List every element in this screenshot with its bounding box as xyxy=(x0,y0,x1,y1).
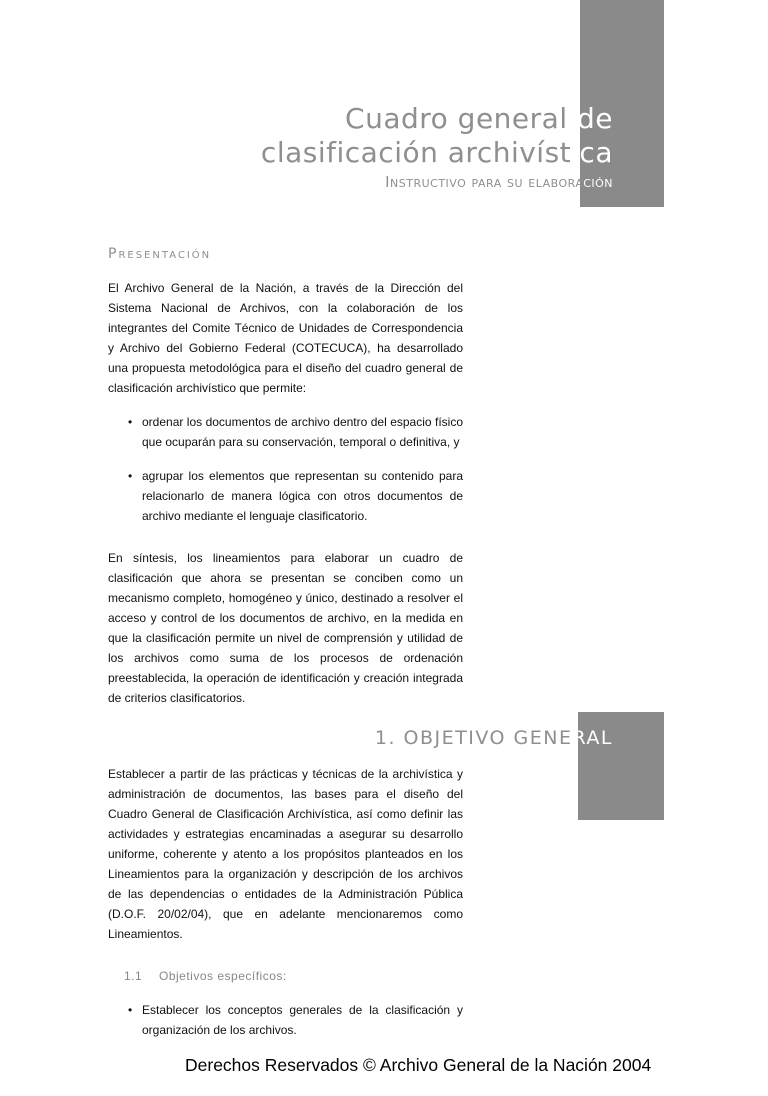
section-heading-objetivo-general xyxy=(375,726,613,750)
bullet-icon: • xyxy=(128,469,133,483)
subsection-number: 1.1 xyxy=(124,969,143,983)
heading-text-highlight: RAL xyxy=(572,727,613,749)
list-item xyxy=(128,412,463,452)
title-text-highlight: ica xyxy=(571,136,613,169)
title-text: Cuadro general xyxy=(345,102,577,135)
list-item-text: Establecer los conceptos generales de la clasificación y organización de los archivos. xyxy=(142,1003,463,1037)
document-subtitle xyxy=(385,172,613,192)
document-title-line1 xyxy=(345,102,613,136)
bullet-icon: • xyxy=(128,1003,133,1017)
list-item xyxy=(128,466,463,526)
paragraph-intro: El Archivo General de la Nación, a través de la Dirección del Sistema Nacional de Archivos, con la colaboración de los integrantes del Comite Técnico de Unidades de Correspondencia y Archivo del Gobierno Federal (COTECUCA), ha desarrollado una propuesta metodológica para el diseño del cuadro general de clasificación archivístico que permite: xyxy=(108,281,463,395)
title-text: clasificación archivíst xyxy=(260,136,572,169)
heading-text: 1. OBJETIVO GENE xyxy=(374,727,573,749)
document-header xyxy=(0,0,768,240)
list-item xyxy=(128,1000,463,1040)
document-title-line2 xyxy=(261,136,613,170)
subsection-heading xyxy=(124,966,463,986)
list-item-text: agrupar los elementos que representan su contenido para relacionarlo de manera lógica con otros documentos de archivo mediante el lenguaje clasificatorio. xyxy=(142,469,463,523)
paragraph-objetivo: Establecer a partir de las prácticas y técnicas de la archivística y administración de documentos, las bases para el diseño del Cuadro General de Clasificación Archivística, así como definir las actividades y estrategias encaminadas a asegurar su desarrollo uniforme, coherente y atento a los propósitos planteados en los Lineamientos para la organización y descripción de los archivos de las dependencias o entidades de la Administración Pública (D.O.F. 20/02/04), que en adelante mencionaremos como Lineamientos. xyxy=(108,767,463,941)
subsection-title: Objetivos específicos: xyxy=(159,969,287,983)
title-text-highlight: de xyxy=(577,102,613,135)
objetivo-section xyxy=(108,764,463,1040)
subtitle-text: Instructivo para su elabora xyxy=(385,173,584,191)
list-item-text: ordenar los documentos de archivo dentro del espacio físico que ocuparán para su conservación, temporal o definitiva, y xyxy=(142,415,463,449)
document-body xyxy=(0,244,768,1076)
section-heading-presentacion: Presentación xyxy=(108,246,212,262)
paragraph-summary: En síntesis, los lineamientos para elaborar un cuadro de clasificación que ahora se presentan se conciben como un mecanismo completo, homogéneo y único, destinado a resolver el acceso y control de los documentos de archivo, en la medida en que la clasificación permite un nivel de comprensión y utilidad de los archivos como suma de los procesos de ordenación preestablecida, la operación de identificación y creación integrada de criterios clasificatorios. xyxy=(108,551,463,705)
bullet-icon: • xyxy=(128,415,133,429)
copyright-footer: Derechos Reservados © Archivo General de la Nación 2004 xyxy=(185,1055,652,1075)
presentacion-section xyxy=(108,244,463,708)
subtitle-text-highlight: ción xyxy=(583,173,613,191)
